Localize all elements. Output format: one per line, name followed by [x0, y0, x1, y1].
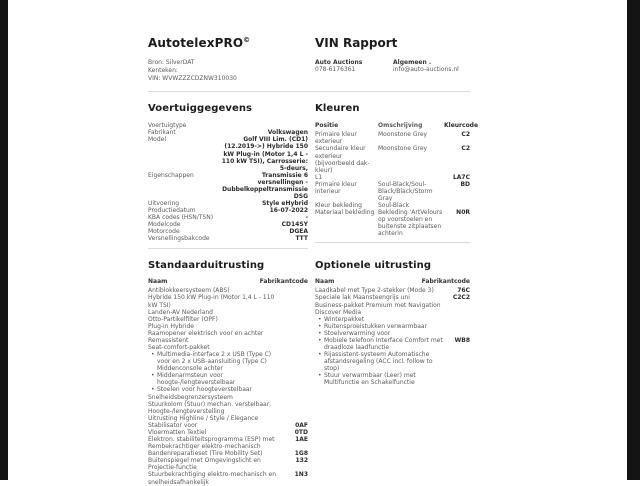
equipment-code: 132 — [295, 457, 308, 465]
equipment-name: • Rijassistent-systeem Automatische afstandsregeling (ACC incl. follow to stop) — [315, 351, 446, 372]
equipment-code — [284, 415, 308, 422]
equipment-name: Speciale lak Maansteengrijs uni — [315, 294, 410, 302]
equipment-item — [148, 330, 308, 337]
vehicle-row — [148, 214, 308, 221]
equipment-name: Raamopener elektrisch voor en achter — [148, 329, 264, 337]
equipment-code — [284, 344, 308, 351]
color-description: Moonstone Grey — [378, 145, 428, 153]
color-code: C2 — [461, 131, 470, 139]
equipment-name: Uitrusting Highline / Style / Elegance — [148, 414, 259, 422]
copyright-mark: © — [243, 36, 251, 44]
vehicle-row-value: Style eHybrid — [262, 200, 308, 208]
vehicle-row — [148, 122, 308, 129]
equipment-code — [284, 394, 308, 401]
equipment-item — [148, 471, 308, 485]
meta-line: VIN: WVWZZZCDZNW310030 — [148, 75, 237, 83]
section-title-colors: Kleuren — [315, 103, 360, 115]
equipment-item — [315, 294, 470, 301]
colors-row — [315, 209, 470, 237]
color-code — [444, 202, 470, 209]
report-document — [148, 36, 479, 486]
vehicle-row-value — [220, 122, 308, 129]
standard-header-code: Fabrikantcode — [259, 278, 308, 286]
vehicle-row-label: Modelcode — [148, 221, 181, 229]
vehicle-row-value: Transmissie 6 versnellingen - Dubbelkoppeltransmissie DSG — [222, 171, 308, 200]
section-colors — [315, 103, 479, 243]
equipment-name: • Mobiele telefoon Interface Comfort met draadloze laadfunctie — [315, 337, 446, 351]
equipment-code — [284, 386, 308, 393]
equipment-code — [284, 294, 308, 308]
equipment-name: • Multimedia-interface 2 x USB (Type C) voor en 2 x USB-aansluiting (Type C) Middenconsole achter — [148, 351, 284, 372]
optional-header-name: Naam — [315, 278, 335, 286]
color-description — [378, 174, 444, 181]
equipment-item — [148, 372, 308, 386]
section-standard-equipment — [148, 260, 308, 486]
vehicle-row-label: Fabrikant — [148, 129, 176, 137]
equipment-item — [148, 415, 308, 422]
document-header — [148, 36, 470, 50]
color-position: Secundaire kleur exterieur (bijvoorbeeld dak-kleur) — [315, 145, 370, 174]
colors-row — [315, 181, 470, 202]
equipment-code — [284, 330, 308, 337]
viewer-edge-left — [0, 0, 8, 480]
equipment-code: 0TD — [294, 428, 308, 436]
equipment-name: Antiblokkeersysteem (ABS) — [148, 287, 230, 295]
vehicle-row — [148, 172, 308, 200]
color-code: BD — [460, 180, 470, 188]
header-divider — [148, 91, 470, 92]
color-code: LA7C — [452, 173, 470, 181]
equipment-name: Bandenreparatieset (Tire Mobility Set) — [148, 450, 263, 458]
equipment-name: Stuurkolom (Stuur) mechan. verstelbaar, Hoogte-/lengteverstelling — [148, 400, 272, 415]
equipment-name: Hybride 150 kW Plug-in (Motor 1,4 L - 110 kW TSI) — [148, 294, 275, 309]
meta-line: Bron: SilverDAT — [148, 59, 195, 67]
equipment-item — [148, 450, 308, 457]
color-description: Soul-Black/Soul-Black/Black/Storm Gray — [378, 180, 433, 202]
vehicle-row — [148, 207, 308, 214]
standard-header-name: Naam — [148, 278, 168, 286]
equipment-code: C2C2 — [452, 294, 470, 302]
equipment-item — [148, 316, 308, 323]
colors-table-header — [315, 122, 479, 130]
equipment-name: Remassistent — [148, 336, 189, 344]
vehicle-row-value: Volkswagen — [267, 129, 308, 137]
equipment-item — [148, 294, 308, 308]
standard-table-header — [148, 278, 308, 285]
section-title-standard: Standaarduitrusting — [148, 259, 265, 271]
color-position: Primaire kleur exterieur — [315, 131, 357, 146]
colors-row — [315, 131, 470, 145]
equipment-name: • Stoelen voor hoogteverstelbaar — [148, 386, 284, 393]
equipment-name: Business-pakket Premium met Navigation Discover Media — [315, 301, 441, 316]
equipment-name: Landen-AV Nederland — [148, 308, 213, 316]
equipment-item — [315, 323, 470, 330]
equipment-code — [284, 337, 308, 344]
company-info — [315, 59, 393, 83]
equipment-code: 1AE — [295, 436, 308, 444]
equipment-code — [284, 351, 308, 372]
source-meta — [148, 59, 315, 83]
colors-row — [315, 145, 470, 173]
color-position: Materiaal bekleding — [315, 209, 375, 217]
brand-text: AutotelexPRO — [148, 36, 244, 50]
equipment-item — [315, 287, 470, 294]
section-row-bottom — [148, 260, 470, 486]
standard-items — [148, 287, 308, 485]
equipment-name: Plug-in Hybride — [148, 322, 194, 330]
contact-email: info@auto-auctions.nl — [393, 66, 459, 74]
company-name: Auto Auctions — [315, 59, 363, 67]
equipment-item — [148, 457, 308, 471]
equipment-name: • Middenarmsteun voor hoogte-/lengteverstelbaar — [148, 372, 284, 386]
vehicle-row-label: Uitvoering — [148, 200, 180, 208]
equipment-code — [446, 302, 470, 316]
equipment-code — [284, 309, 308, 316]
equipment-code: 0AF — [295, 421, 308, 429]
meta-line: Kenteken: — [148, 67, 178, 75]
equipment-item — [315, 316, 470, 323]
optional-header-code: Fabrikantcode — [421, 278, 470, 286]
section-optional-equipment — [315, 260, 470, 387]
equipment-item — [148, 394, 308, 401]
vehicle-row — [148, 228, 308, 235]
equipment-item — [148, 337, 308, 344]
optional-items — [315, 287, 470, 386]
vehicle-row-value: 16-07-2022 — [269, 207, 308, 215]
equipment-code — [284, 316, 308, 323]
equipment-code: 1G8 — [294, 450, 308, 458]
vehicle-row — [148, 129, 308, 136]
equipment-code — [446, 351, 470, 372]
equipment-name: Buitenspiegel met Omgevingslicht en Projectie-functie — [148, 457, 261, 472]
contact-info — [393, 59, 459, 83]
equipment-code: WB8 — [454, 336, 470, 344]
equipment-name: • Ruitensproeistukken verwarmbaar — [315, 323, 446, 330]
colors-rows — [315, 131, 470, 237]
contact-name: Algemeen . — [393, 59, 432, 67]
vehicle-row-label: Versnellingsbakcode — [148, 235, 210, 243]
color-code: C2 — [461, 145, 470, 153]
vehicle-row-label: Model — [148, 136, 167, 144]
vehicle-row-label: Productiedatum — [148, 207, 196, 215]
section-vehicle — [148, 103, 308, 248]
equipment-code — [284, 323, 308, 330]
equipment-item — [148, 422, 308, 429]
equipment-item — [148, 287, 308, 294]
color-position: Primaire kleur interieur — [315, 180, 357, 195]
equipment-name: Laadkabel met Type 2-stekker (Mode 3) — [315, 287, 434, 295]
equipment-name: Otto-Partikelfilter (OPF) — [148, 315, 218, 323]
equipment-name: • Stoelverwarming voor — [315, 330, 446, 337]
section-row-top — [148, 103, 479, 248]
equipment-item — [148, 351, 308, 372]
equipment-code — [446, 330, 470, 337]
vehicle-row — [148, 221, 308, 228]
vehicle-row-label: KBA codes (HSN/TSN) — [148, 214, 214, 222]
equipment-item — [148, 429, 308, 436]
section-title-vehicle: Voertuiggegevens — [148, 103, 253, 115]
vehicle-row-label: Motorcode — [148, 228, 180, 236]
equipment-item — [148, 401, 308, 415]
colors-row — [315, 174, 470, 181]
equipment-code — [284, 287, 308, 294]
section-divider — [315, 242, 470, 243]
equipment-name: Elektron. stabiliteitsprogramma (ESP) met Rembekrachtiger elektro-mechanisch — [148, 436, 275, 451]
vehicle-row-value: Golf VIII Lim. (CD1)(12.2019->) Hybride 150 kW Plug-in (Motor 1,4 L - 110 kW TSI), Carrosserie: 5-deurs, — [221, 136, 308, 172]
vehicle-row-label: Eigenschappen — [148, 171, 194, 179]
colors-header-code: Kleurcode — [444, 122, 479, 130]
equipment-item — [315, 372, 470, 386]
header-meta — [148, 59, 470, 83]
vehicle-row — [148, 200, 308, 207]
equipment-code — [284, 372, 308, 386]
equipment-code: 1N3 — [294, 471, 308, 479]
equipment-code — [446, 316, 470, 323]
section-title-optional: Optionele uitrusting — [315, 259, 432, 271]
color-description: Moonstone Grey — [378, 131, 428, 139]
vehicle-row-label: Voertuigtype — [148, 122, 187, 130]
optional-table-header — [315, 278, 470, 285]
vehicle-row — [148, 136, 308, 171]
equipment-item — [315, 302, 470, 316]
color-description: Soul-Black — [378, 202, 410, 210]
vehicle-row-value: - — [305, 214, 308, 222]
vehicle-row-value: TTT — [295, 235, 308, 243]
colors-header-position: Positie — [315, 122, 339, 130]
vehicle-row-value: CD14SY — [281, 221, 308, 229]
equipment-name: Stabilisator voor — [148, 421, 198, 429]
color-code: N0R — [456, 209, 470, 217]
equipment-item — [148, 323, 308, 330]
equipment-code — [446, 372, 470, 386]
report-title: VIN Rapport — [315, 36, 398, 50]
equipment-item — [148, 386, 308, 393]
color-position: Kleur bekleding — [315, 202, 362, 210]
viewer-edge-right — [627, 0, 640, 480]
equipment-code — [284, 401, 308, 415]
color-position: L1 — [315, 173, 323, 181]
equipment-item — [315, 330, 470, 337]
vehicle-rows — [148, 122, 308, 242]
equipment-name: • Winterpakket — [315, 316, 446, 323]
equipment-item — [148, 344, 308, 351]
colors-row — [315, 202, 470, 209]
equipment-name: Stuurbekrachtiging elektro-mechanisch en snelheidsafhankelijk — [148, 471, 277, 486]
section-divider — [148, 248, 308, 249]
equipment-name: Snelheidsbegrenzersysteem — [148, 393, 233, 401]
equipment-name: Vloermatten Textiel — [148, 428, 207, 436]
company-phone: 078-6176361 — [315, 66, 356, 74]
vehicle-row — [148, 235, 308, 242]
equipment-item — [148, 436, 308, 450]
equipment-item — [315, 337, 470, 351]
equipment-code: 76C — [457, 287, 470, 295]
equipment-code — [446, 323, 470, 330]
equipment-name: Seat-comfort-pakket — [148, 344, 210, 352]
colors-header-description: Omschrijving — [378, 122, 423, 130]
color-description: Bekleding 'ArtVelours op voorstoelen en buitenste zitplaatsen achterin — [378, 209, 443, 238]
equipment-name: • Stuur verwarmbaar (Leer) met Multifunctie en Schakelfunctie — [315, 372, 446, 386]
vehicle-row-value: DGEA — [289, 228, 308, 236]
equipment-item — [315, 351, 470, 372]
equipment-item — [148, 309, 308, 316]
brand-logo — [148, 36, 315, 50]
